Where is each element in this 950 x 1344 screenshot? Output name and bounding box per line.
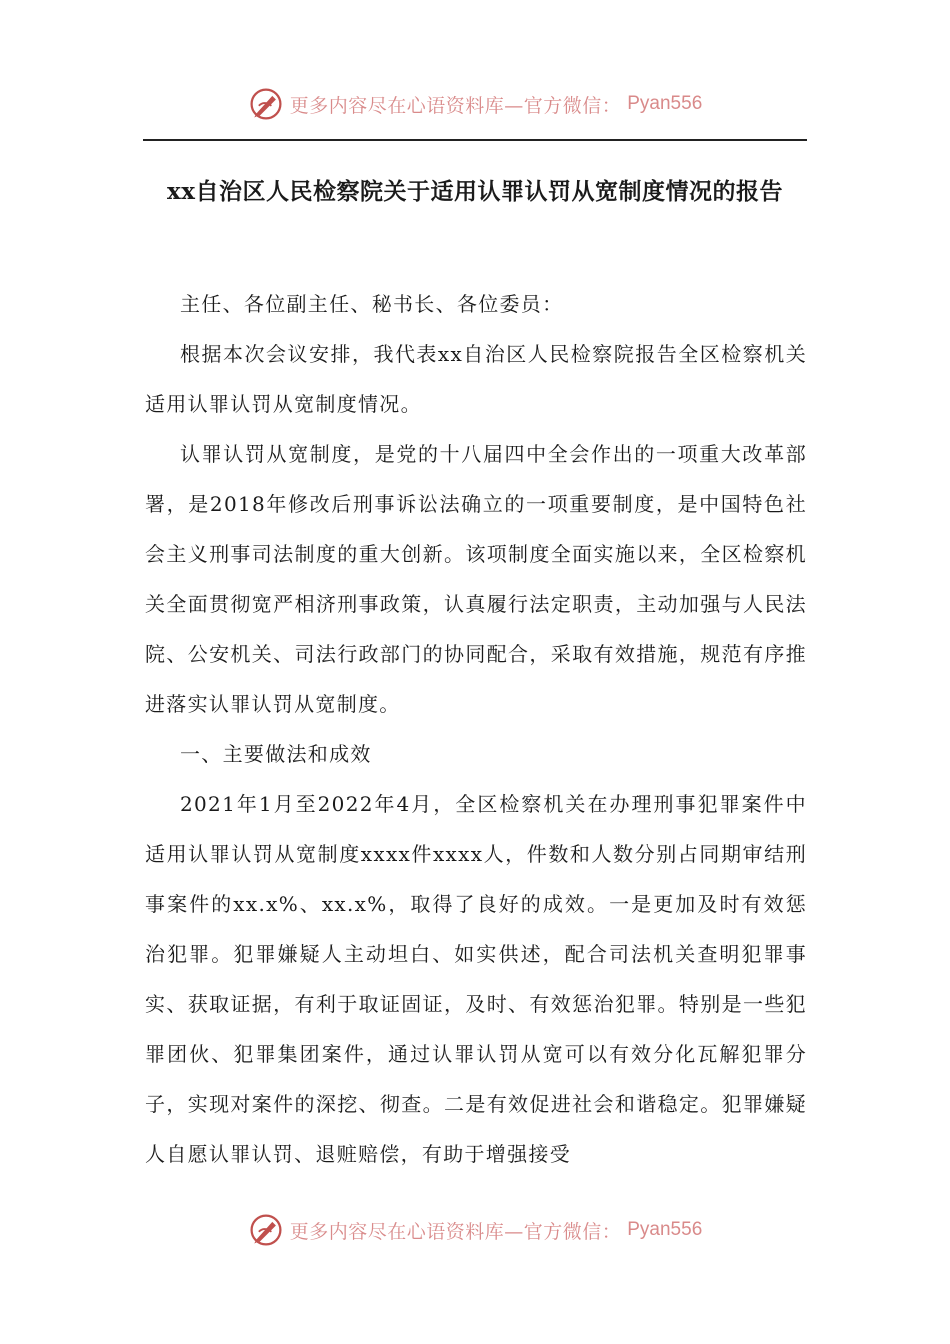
pen-logo-icon: [248, 1212, 284, 1248]
section-heading: 一、主要做法和成效: [180, 742, 372, 766]
pen-logo-icon: [248, 86, 284, 122]
document-body: [145, 279, 807, 1179]
banner-text: 更多内容尽在心语资料库—官方微信：: [289, 1220, 622, 1243]
paragraph: 根据本次会议安排，我代表xx自治区人民检察院报告全区检察机关适用认罪认罚从宽制度情况。: [145, 342, 807, 416]
paragraph: 2021年1月至2022年4月，全区检察机关在办理刑事犯罪案件中适用认罪认罚从宽制度xxxx件xxxx人，件数和人数分别占同期审结刑事案件的xx.x%、xx.x%，取得了良好的成效。一是更加及时有效惩治犯罪。犯罪嫌疑人主动坦白、如实供述，配合司法机关查明犯罪事实、获取证据，有利于取证固证，及时、有效惩治犯罪。特别是一些犯罪团伙、犯罪集团案件，通过认罪认罚从宽可以有效分化瓦解犯罪分子，实现对案件的深挖、彻查。二是有效促进社会和谐稳定。犯罪嫌疑人自愿认罪认罚、退赃赔偿，有助于增强接受: [145, 792, 807, 1166]
salutation: 主任、各位副主任、秘书长、各位委员：: [180, 292, 564, 316]
document-title: xx自治区人民检察院关于适用认罪认罚从宽制度情况的报告: [167, 178, 783, 205]
footer-banner: [0, 1208, 950, 1252]
header-banner: [0, 82, 950, 126]
banner-text: 更多内容尽在心语资料库—官方微信：: [289, 94, 622, 117]
wechat-id: Pyan556: [627, 1219, 703, 1240]
header-divider: [143, 139, 807, 141]
wechat-id: Pyan556: [627, 93, 703, 114]
paragraph: 认罪认罚从宽制度，是党的十八届四中全会作出的一项重大改革部署，是2018年修改后刑事诉讼法确立的一项重要制度，是中国特色社会主义刑事司法制度的重大创新。该项制度全面实施以来，全区检察机关全面贯彻宽严相济刑事政策，认真履行法定职责，主动加强与人民法院、公安机关、司法行政部门的协同配合，采取有效措施，规范有序推进落实认罪认罚从宽制度。: [145, 442, 807, 716]
